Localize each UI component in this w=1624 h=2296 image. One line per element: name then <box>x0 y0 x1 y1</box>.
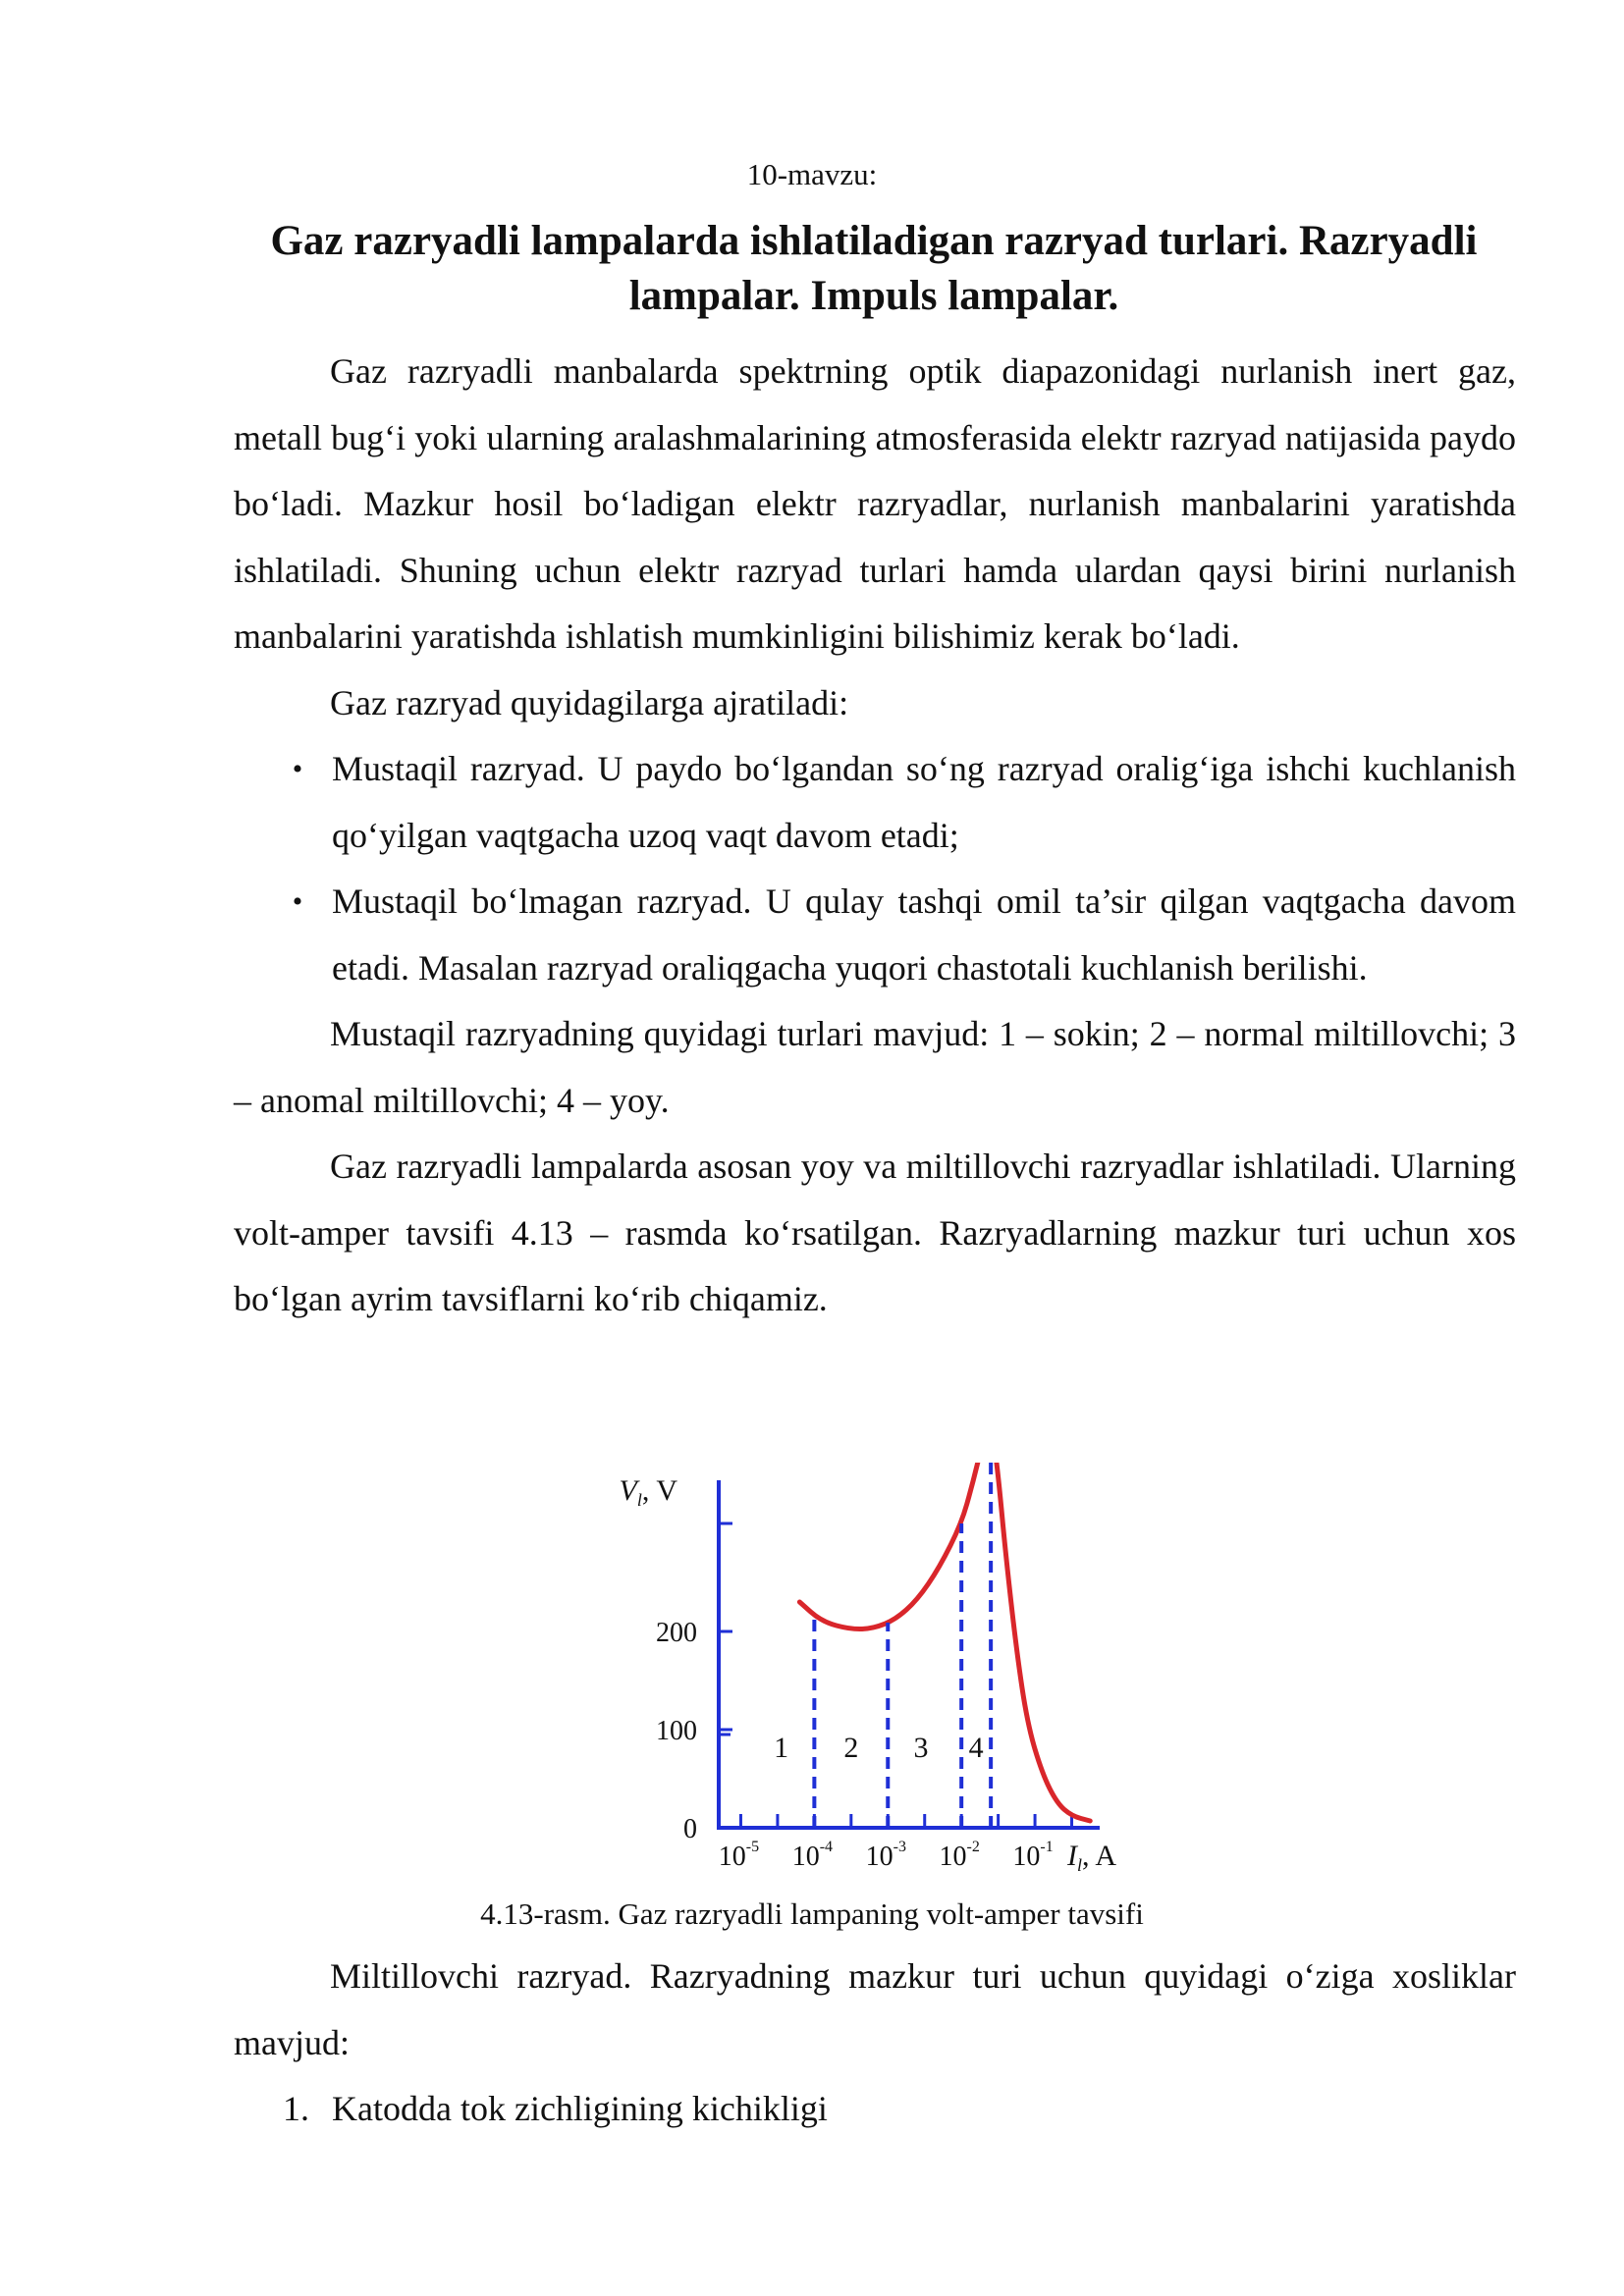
region-label: 1 <box>774 1732 789 1764</box>
bullet-list <box>234 736 1516 1001</box>
paragraph-intro: Gaz razryadli manbalarda spektrning optik diapazonidagi nurlanish inert gaz, metall bug‘i yoki ularning aralashmalarining atmosferasida elektr razryad natijasida paydo bo‘ladi. Mazkur hosil bo‘ladigan elektr razryadlar, nurlanish manbalarini yaratishda ishlatiladi. Shuning uchun elektr razryad turlari hamda ulardan qaysi birini nurlanish manbalarini yaratishda ishlatish mumkinligini bilishimiz kerak bo‘ladi. <box>234 351 1516 656</box>
y-tick-label: 0 <box>683 1814 697 1844</box>
region-label: 4 <box>968 1732 984 1764</box>
chart-svg <box>609 1463 1119 1885</box>
figure-caption: 4.13-rasm. Gaz razryadli lampaning volt-amper tavsifi <box>480 1896 1144 1931</box>
body-text-top <box>234 339 1516 1333</box>
numbered-text: Katodda tok zichligining kichikligi <box>332 2089 828 2128</box>
list-item <box>234 869 1516 1001</box>
series-line <box>799 1463 1090 1821</box>
paragraph-classification: Gaz razryad quyidagilarga ajratiladi: <box>330 682 849 722</box>
list-item <box>234 736 1516 869</box>
number-marker: 1. <box>283 2089 309 2128</box>
bullet-marker: • <box>292 885 303 918</box>
paragraph-types: Mustaqil razryadning quyidagi turlari mavjud: 1 – sokin; 2 – normal miltillovchi; 3 – anomal miltillovchi; 4 – yoy. <box>234 1014 1516 1120</box>
body-text-bottom <box>234 1944 1516 2143</box>
region-label: 2 <box>843 1732 859 1764</box>
x-tick-label: $10^{-2}$ <box>939 1839 980 1872</box>
x-axis-label: $I_l$, A <box>1066 1840 1117 1875</box>
document-title: Gaz razryadli lampalarda ishlatiladigan razryad turlari. Razryadli lampalar. Impuls lampalar. <box>270 218 1478 319</box>
list-item <box>234 2076 1516 2143</box>
y-axis-label: $V_l$, V <box>619 1474 677 1510</box>
numbered-list <box>234 2076 1516 2143</box>
paragraph-glow-discharge: Miltillovchi razryad. Razryadning mazkur turi uchun quyidagi o‘ziga xosliklar mavjud: <box>234 1956 1516 2062</box>
x-tick-label: $10^{-5}$ <box>718 1839 760 1872</box>
y-tick-label: 200 <box>656 1618 697 1648</box>
y-tick-label: 100 <box>656 1716 697 1746</box>
bullet-text: Mustaqil razryad. U paydo bo‘lgandan so‘ng razryad oralig‘iga ishchi kuchlanish qo‘yilgan vaqtgacha uzoq vaqt davom etadi; <box>332 749 1516 855</box>
topic-label: 10-mavzu: <box>746 157 878 191</box>
paragraph-vac: Gaz razryadli lampalarda asosan yoy va miltillovchi razryadlar ishlatiladi. Ularning volt-amper tavsifi 4.13 – rasmda ko‘rsatilgan. Razryadlarning mazkur turi uchun xos bo‘lgan ayrim tavsiflarni ko‘rib chiqamiz. <box>234 1147 1516 1318</box>
region-label: 3 <box>913 1732 929 1764</box>
x-tick-label: $10^{-4}$ <box>791 1839 834 1872</box>
bullet-marker: • <box>292 753 303 785</box>
bullet-text: Mustaqil bo‘lmagan razryad. U qulay tashqi omil ta’sir qilgan vaqtgacha davom etadi. Masalan razryad oraliqgacha yuqori chastotali kuchlanish berilishi. <box>332 881 1516 988</box>
volt-ampere-chart <box>609 1463 1119 1885</box>
x-tick-label: $10^{-3}$ <box>865 1839 906 1872</box>
x-tick-label: $10^{-1}$ <box>1012 1839 1054 1872</box>
